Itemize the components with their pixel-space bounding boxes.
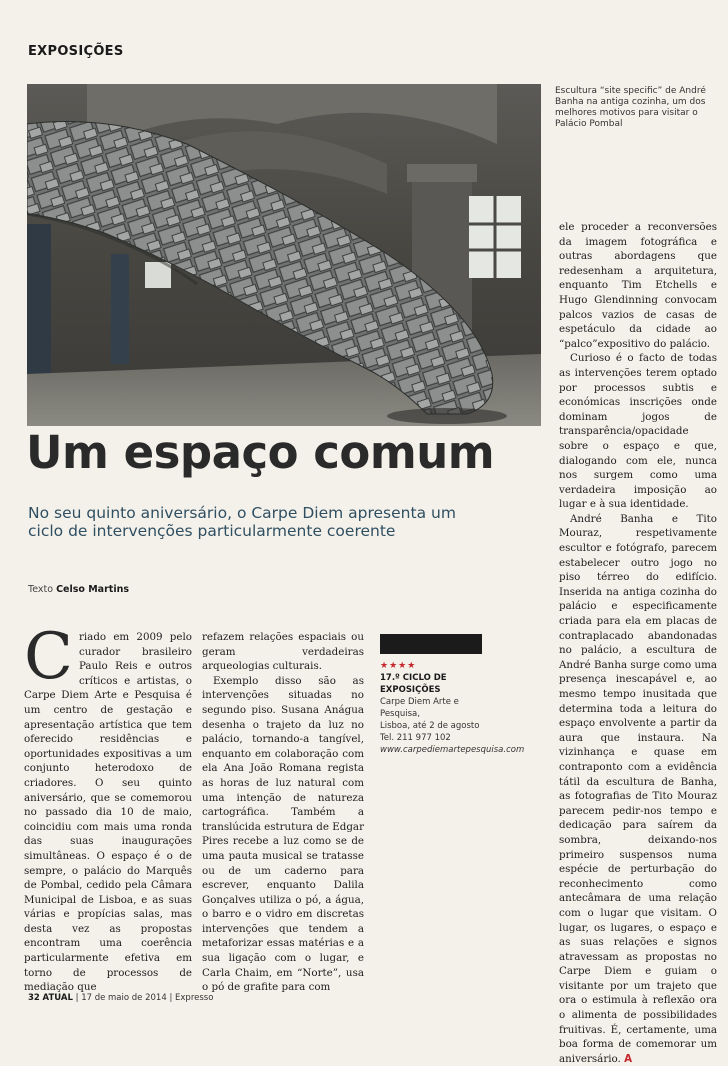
headline: Um espaço comum <box>26 426 495 479</box>
column-1 <box>24 620 192 995</box>
drop-cap: C <box>24 620 73 694</box>
paragraph: riado em 2009 pelo curador brasileiro Paulo Reis e outros críticos e artistas, o Carpe Diem Arte e Pesquisa é um centro de gestação e apresentação artística que tem oferecido residências e oportunidades expositivas a um conjunto heterodoxo de criadores. O seu quinto aniversário, que se comemorou no passado dia 10 de maio, coincidiu com mais uma ronda das suas inaugurações simultâneas. O espaço é o de sempre, o palácio do Marquês de Pombal, cedido pela Câmara Municipal de Lisboa, e as suas várias e propícias salas, mas desta vez as propostas encontram uma coerência particularmente efetiva em torno de processos de mediação que <box>24 631 192 994</box>
paragraph-text: André Banha e Tito Mouraz, respetivamente escultor e fotógrafo, parecem estabelecer outro jogo no piso térreo do edifício. Inserida na antiga cozinha do palácio e especificamente criada para ela em placas de contraplacado abandonadas no palácio, a escultura de André Banha surge como uma presença inescapável e, ao mesmo tempo inusitada que determina toda a leitura do espaço envolvente a partir da aura que instaura. Na vizinhança e quase em contraponto com a evidência tátil da escultura de Banha, as fotografias de Tito Mouraz parecem pedir-nos tempo e dedicação para saírem da sombra, deixando-nos primeiro suspensos numa espécie de perturbação do reconhecimento como antecâmara de uma relação com o lugar que visitam. O lugar, os lugares, o espaço e as suas relações e signos atravessam as propostas no Carpe Diem e guiam o visitante por um trajeto que ora o estimula à reflexão ora o alimenta de possibilidades fruitivas. É, certamente, uma boa forma de comemorar um aniversário. <box>559 512 717 1065</box>
info-box-bar <box>380 634 482 654</box>
paragraph: Curioso é o facto de todas as intervenções terem optado por processos subtis e económicas inscrições onde dominam jogos de transparência/opacidade sobre o espaço e que, dialogando com ele, nunca nos surgem como uma verdadeira imposição ao lugar e à sua identidade. <box>559 352 717 511</box>
byline <box>28 584 129 595</box>
end-mark: A <box>624 1052 633 1065</box>
paragraph <box>559 512 717 1066</box>
paragraph: ele proceder a reconversões da imagem fotográfica e outras abordagens que redesenham a arquitetura, enquanto Tim Etchells e Hugo Glendinning convocam palcos vazios de casas de espetáculo da cidade ao “palco”expositivo do palácio. <box>559 221 717 350</box>
rating-stars: ★★★★ <box>380 661 417 671</box>
info-box-place: Lisboa, até 2 de agosto <box>380 721 480 731</box>
sculpture-photo <box>27 84 541 426</box>
page-footer: 32 ATUAL | 17 de maio de 2014 | Expresso <box>28 993 214 1003</box>
info-box <box>380 634 525 756</box>
section-label: EXPOSIÇÕES <box>28 44 124 59</box>
column-3 <box>559 220 717 1066</box>
dek: No seu quinto aniversário, o Carpe Diem apresenta um ciclo de intervenções particularmente coerente <box>28 504 456 540</box>
info-box-title: 17.º CICLO DE EXPOSIÇÕES <box>380 673 447 695</box>
publication-name: Expresso <box>175 993 214 1003</box>
photo-caption: Escultura “site specific” de André Banha na antiga cozinha, um dos melhores motivos para visitar o Palácio Pombal <box>555 86 706 129</box>
issue-date: 17 de maio de 2014 <box>81 993 167 1003</box>
sculpture-photo-illustration <box>27 84 541 426</box>
byline-label: Texto <box>28 584 54 595</box>
column-2 <box>202 630 364 995</box>
byline-author: Celso Martins <box>56 584 129 595</box>
magazine-name: ATUAL <box>42 993 73 1003</box>
info-box-venue: Carpe Diem Arte e Pesquisa, <box>380 697 459 719</box>
info-box-tel: Tel. 211 977 102 <box>380 733 451 743</box>
page-number: 32 <box>28 993 40 1003</box>
paragraph: Exemplo disso são as intervenções situadas no segundo piso. Susana Anágua desenha o trajeto da luz no palácio, tornando-a tangível, enquanto em colaboração com ela Ana João Romana regista as horas de luz natural com uma intenção de natureza cartográfica. Também a translúcida estrutura de Edgar Pires recebe a luz como se de uma pauta musical se tratasse ou de um caderno para escrever, enquanto Dalila Gonçalves utiliza o pó, a água, o barro e o vidro em discretas intervenções que tendem a metaforizar essas matérias e a sua ligação com o lugar, e Carla Chaim, em “Norte”, usa o pó de grafite para com <box>202 674 364 994</box>
info-box-url: www.carpediemartepesquisa.com <box>380 745 525 755</box>
paragraph: refazem relações espaciais ou geram verdadeiras arqueologias culturais. <box>202 631 364 673</box>
